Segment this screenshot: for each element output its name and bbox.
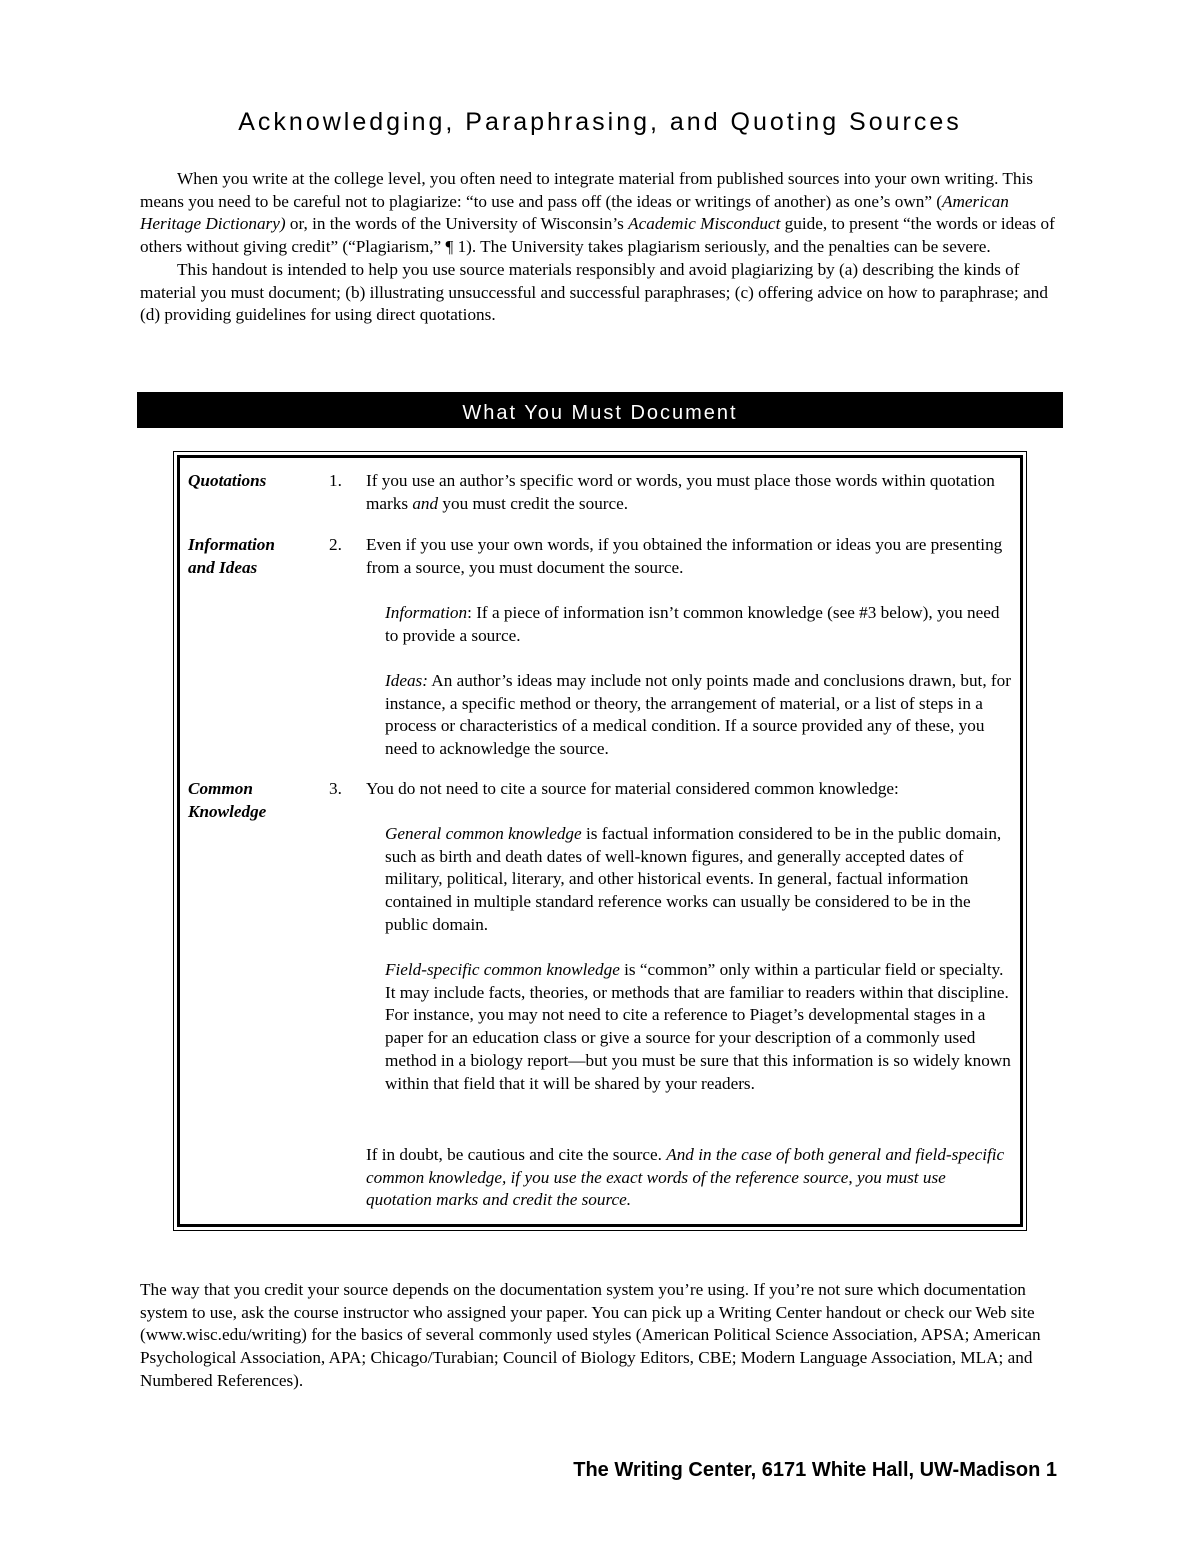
intro-paragraph-2: This handout is intended to help you use source materials responsibly and avoid plagiarizing by (a) describing the kinds of material you must document; (b) illustrating unsuccessful and successful paraphrases; (c) offering advice on how to paraphrase; and (d) providing guidelines for using direct quotations. — [140, 259, 1048, 325]
common-knowledge-text: You do not need to cite a source for material considered common knowledge: — [366, 779, 899, 798]
field-term: Field-specific common knowledge — [385, 960, 620, 979]
general-term: General common knowledge — [385, 824, 582, 843]
page-footer: The Writing Center, 6171 White Hall, UW-Madison 1 — [573, 1459, 1057, 1481]
item-number-2: 2. — [329, 535, 342, 554]
intro-section — [140, 168, 1055, 327]
field-specific-common-knowledge — [385, 959, 1015, 1095]
section-banner: What You Must Document — [137, 392, 1063, 428]
document-rules-box — [177, 455, 1023, 1227]
information-definition-text: : If a piece of information isn’t common knowledge (see #3 below), you need to provide a source. — [385, 603, 1000, 645]
information-text: Even if you use your own words, if you obtained the information or ideas you are presenting from a source, you must document the source. — [366, 535, 1003, 577]
doubt-text: If in doubt, be cautious and cite the source. — [366, 1145, 667, 1164]
page-title: Acknowledging, Paraphrasing, and Quoting Sources — [238, 108, 962, 136]
intro-text: or, in the words of the University of Wisconsin’s — [285, 214, 629, 234]
general-common-knowledge — [385, 823, 1015, 937]
ideas-definition — [385, 670, 1015, 761]
label-information — [188, 534, 275, 579]
ideas-definition-text: An author’s ideas may include not only points made and conclusions drawn, but, for instance, a specific method or theory, the arrangement of material, or a list of steps in a process or characteristics of a medical condition. If a source provided any of these, you need to acknowledge the source. — [385, 671, 1011, 759]
doubt-advice — [366, 1144, 1006, 1212]
label-common-line1: Common — [188, 779, 253, 798]
emphasis-and: and — [412, 493, 439, 513]
general-definition-text: is factual information considered to be in the public domain, such as birth and death dates of well-known figures, and generally accepted dates of military, political, literary, and other historical events. In general, factual information contained in multiple standard reference works can usually be considered to be in the public domain. — [385, 824, 1002, 934]
guide-title: Academic Misconduct — [628, 214, 781, 234]
quotations-text-part: If you use an author’s specific word or words, you must place those words within quotation marks — [366, 471, 995, 513]
field-definition-text: is “common” only within a particular field or specialty. It may include facts, theories, or methods that are familiar to readers within that discipline. For instance, you may not need to cite a reference to Piaget’s developmental stages in a paper for an education class or give a source for your description of a commonly used method in a biology report—but you must be sure that this information is so widely known within that field that it will be shared by your readers. — [385, 960, 1011, 1093]
quotations-text — [366, 470, 1006, 515]
label-common-knowledge — [188, 778, 266, 823]
quotations-text-part: you must credit the source. — [438, 493, 629, 513]
label-information-line2: and Ideas — [188, 557, 258, 577]
closing-paragraph: The way that you credit your source depends on the documentation system you’re using. If you’re not sure which documentation system to use, ask the course instructor who assigned your paper. You can pick up a Writing Center handout or check our Web site (www.wisc.edu/writing) for the basics of several commonly used styles (American Political Science Association, APSA; American Psychological Association, APA; Chicago/Turabian; Council of Biology Editors, CBE; Modern Language Association, MLA; and Numbered References). — [140, 1280, 1041, 1390]
label-information-line1: Information — [188, 535, 275, 554]
item-number-3: 3. — [329, 779, 342, 798]
intro-text: When you write at the college level, you often need to integrate material from published sources into your own writing. This means you need to be careful not to plagiarize: “to use and pass off (the ideas or writings of another) as one’s own” ( — [140, 169, 1033, 211]
doubt-emphasis: And in the case of both general and field-specific common knowledge, if you use the exact words of the reference source, you must use quotation marks and credit the source. — [366, 1145, 1005, 1210]
dictionary-title: American Heritage Dictionary) — [140, 191, 1009, 234]
ideas-term: Ideas: — [385, 671, 428, 690]
label-common-line2: Knowledge — [188, 801, 267, 821]
intro-text: guide, to present “the words or ideas of others without giving credit” (“Plagiarism,” ¶ 1). The University takes plagiarism seriously, and the penalties can be severe. — [140, 214, 1055, 257]
item-number-1: 1. — [329, 471, 342, 490]
label-quotations: Quotations — [188, 471, 267, 490]
information-term: Information — [385, 603, 468, 622]
information-definition — [385, 602, 1015, 647]
intro-paragraph-1 — [140, 168, 1055, 259]
